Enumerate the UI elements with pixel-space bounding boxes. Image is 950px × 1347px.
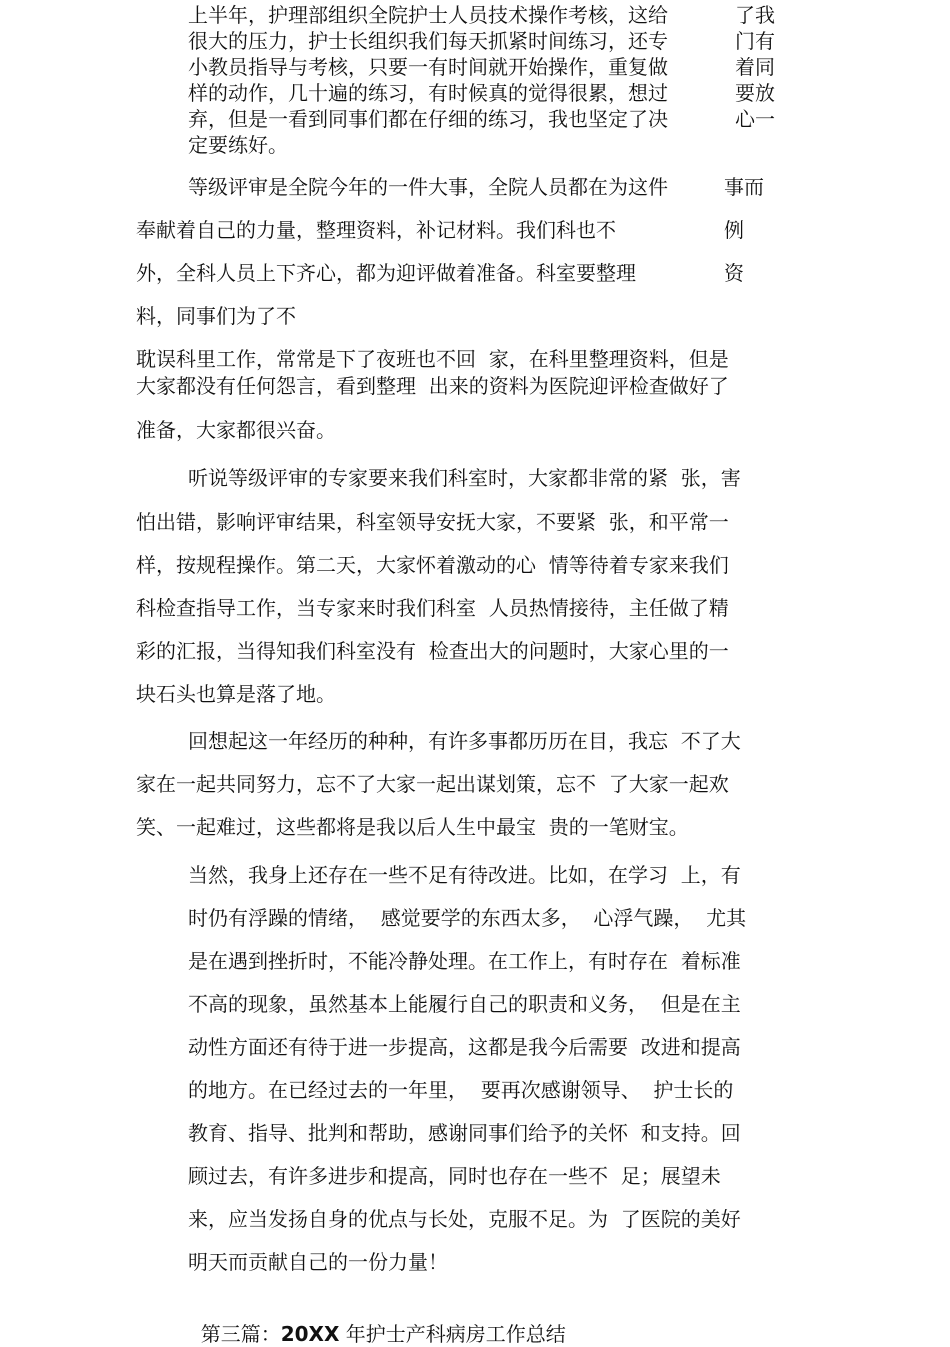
heading-prefix: 第三篇：	[200, 1322, 281, 1346]
text-line: 当然，我身上还存在一些不足有待改进。比如，在学习 上，有	[188, 863, 741, 887]
text-line-tail: 了我	[735, 3, 775, 27]
text-line: 怕出错，影响评审结果，科室领导安抚大家，不要紧 张，和平常一	[136, 510, 729, 534]
section-heading	[188, 1295, 566, 1347]
text-line: 不高的现象，虽然基本上能履行自己的职责和义务， 但是在主	[188, 992, 741, 1016]
text-line-tail: 心一	[735, 107, 775, 131]
text-line-tail: 资	[724, 261, 744, 285]
text-line: 奉献着自己的力量，整理资料，补记材料。我们科也不	[136, 218, 616, 242]
text-line: 是在遇到挫折时，不能冷静处理。在工作上，有时存在 着标准	[188, 949, 741, 973]
text-line: 回想起这一年经历的种种，有许多事都历历在目，我忘 不了大	[188, 729, 741, 753]
text-line-tail: 事而	[724, 175, 764, 199]
text-line: 很大的压力，护士长组织我们每天抓紧时间练习，还专	[188, 29, 668, 53]
text-line: 彩的汇报，当得知我们科室没有 检查出大的问题时，大家心里的一	[136, 639, 729, 663]
text-line: 顾过去，有许多进步和提高，同时也存在一些不 足；展望未	[188, 1164, 721, 1188]
text-line-tail: 要放	[735, 81, 775, 105]
text-line: 来，应当发扬自身的优点与长处，克服不足。为 了医院的美好	[188, 1207, 741, 1231]
text-line: 教育、指导、批判和帮助，感谢同事们给予的关怀 和支持。回	[188, 1121, 741, 1145]
text-line: 块石头也算是落了地。	[136, 682, 336, 706]
text-line-tail: 门有	[735, 29, 775, 53]
text-line: 听说等级评审的专家要来我们科室时，大家都非常的紧 张，害	[188, 466, 741, 490]
text-line: 等级评审是全院今年的一件大事，全院人员都在为这件	[188, 175, 668, 199]
text-line: 弃，但是一看到同事们都在仔细的练习，我也坚定了决	[188, 107, 668, 131]
heading-suffix: 年护士产科病房工作总结	[339, 1322, 566, 1346]
text-line: 料，同事们为了不	[136, 304, 296, 328]
heading-year: 20XX	[280, 1322, 340, 1346]
text-line-tail: 着同	[735, 55, 775, 79]
text-line: 时仍有浮躁的情绪， 感觉要学的东西太多， 心浮气躁， 尤其	[188, 906, 747, 930]
text-line: 上半年，护理部组织全院护士人员技术操作考核，这给	[188, 3, 668, 27]
text-line: 的地方。在已经过去的一年里， 要再次感谢领导、 护士长的	[188, 1078, 734, 1102]
text-line: 耽误科里工作，常常是下了夜班也不回 家，在科里整理资料，但是	[136, 347, 729, 371]
text-line: 大家都没有任何怨言，看到整理 出来的资料为医院迎评检查做好了	[136, 374, 729, 398]
text-line: 笑、一起难过，这些都将是我以后人生中最宝 贵的一笔财宝。	[136, 815, 689, 839]
text-line: 科检查指导工作，当专家来时我们科室 人员热情接待，主任做了精	[136, 596, 729, 620]
text-line: 明天而贡献自己的一份力量！	[188, 1250, 448, 1274]
text-line: 定要练好。	[188, 133, 288, 157]
text-line: 小教员指导与考核，只要一有时间就开始操作，重复做	[188, 55, 668, 79]
text-line: 样，按规程操作。第二天，大家怀着激动的心 情等待着专家来我们	[136, 553, 729, 577]
text-line: 外，全科人员上下齐心，都为迎评做着准备。科室要整理	[136, 261, 636, 285]
text-line: 准备，大家都很兴奋。	[136, 418, 336, 442]
text-line: 家在一起共同努力，忘不了大家一起出谋划策，忘不 了大家一起欢	[136, 772, 729, 796]
text-line: 动性方面还有待于进一步提高，这都是我今后需要 改进和提高	[188, 1035, 741, 1059]
text-line: 样的动作，几十遍的练习，有时候真的觉得很累，想过	[188, 81, 668, 105]
text-line-tail: 例	[724, 218, 744, 242]
